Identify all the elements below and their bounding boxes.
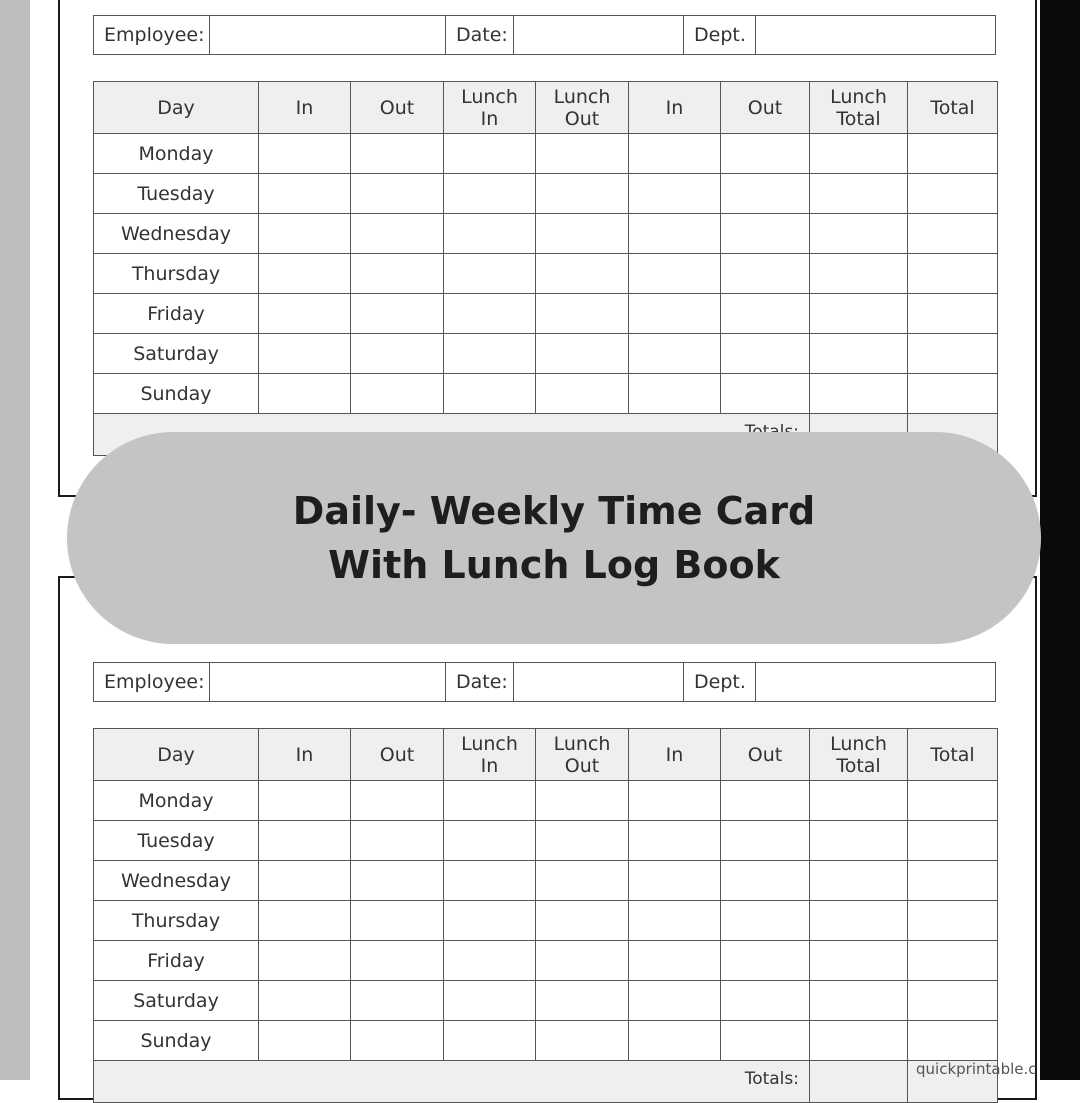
day-label: Monday [94, 134, 259, 174]
time-cell[interactable] [721, 334, 810, 374]
time-cell[interactable] [721, 374, 810, 414]
time-cell[interactable] [351, 214, 444, 254]
time-cell[interactable] [259, 134, 351, 174]
time-cell[interactable] [444, 214, 536, 254]
time-cell[interactable] [810, 294, 908, 334]
employee-info-row [93, 662, 996, 702]
time-cell[interactable] [721, 214, 810, 254]
time-cell[interactable] [259, 254, 351, 294]
time-cell[interactable] [629, 134, 721, 174]
header-in-2: In [629, 729, 721, 781]
time-cell[interactable] [810, 941, 908, 981]
time-cell[interactable] [536, 134, 629, 174]
time-cell[interactable] [259, 214, 351, 254]
time-cell[interactable] [721, 861, 810, 901]
time-cell[interactable] [721, 1021, 810, 1061]
time-cell[interactable] [259, 294, 351, 334]
dept-field[interactable] [756, 16, 995, 54]
time-cell[interactable] [444, 861, 536, 901]
time-cell[interactable] [908, 1021, 998, 1061]
time-cell[interactable] [536, 941, 629, 981]
time-cell[interactable] [629, 861, 721, 901]
day-label: Monday [94, 781, 259, 821]
dept-label: Dept. [684, 16, 756, 54]
header-total: Total [908, 729, 998, 781]
time-cell[interactable] [351, 781, 444, 821]
time-card-table [93, 728, 998, 1103]
day-label: Tuesday [94, 174, 259, 214]
left-border-strip [0, 0, 30, 1080]
time-cell[interactable] [908, 134, 998, 174]
header-lunch-total-line1: Lunch [830, 732, 887, 755]
date-field[interactable] [514, 663, 684, 701]
time-cell[interactable] [810, 1021, 908, 1061]
time-cell[interactable] [444, 134, 536, 174]
totals-label: Totals: [94, 1061, 810, 1103]
time-cell[interactable] [444, 821, 536, 861]
time-cell[interactable] [629, 254, 721, 294]
time-cell[interactable] [259, 334, 351, 374]
time-cell[interactable] [444, 941, 536, 981]
header-lunch-in [444, 729, 536, 781]
time-cell[interactable] [810, 374, 908, 414]
time-cell[interactable] [721, 941, 810, 981]
header-lunch-out [536, 729, 629, 781]
time-cell[interactable] [721, 134, 810, 174]
time-cell[interactable] [351, 1021, 444, 1061]
time-cell[interactable] [444, 1021, 536, 1061]
time-cell[interactable] [810, 334, 908, 374]
time-cell[interactable] [629, 294, 721, 334]
table-row [94, 374, 998, 414]
day-label: Wednesday [94, 214, 259, 254]
time-cell[interactable] [259, 901, 351, 941]
header-lunch-in-line1: Lunch [461, 85, 518, 108]
watermark-text: quickprintable.c [916, 1060, 1037, 1078]
time-cell[interactable] [444, 374, 536, 414]
table-row [94, 134, 998, 174]
time-cell[interactable] [810, 981, 908, 1021]
time-cell[interactable] [721, 981, 810, 1021]
time-cell[interactable] [721, 821, 810, 861]
time-cell[interactable] [536, 254, 629, 294]
title-banner [67, 432, 1041, 644]
employee-field[interactable] [210, 663, 446, 701]
time-cell[interactable] [629, 821, 721, 861]
time-cell[interactable] [259, 1021, 351, 1061]
header-lunch-in [444, 82, 536, 134]
time-cell[interactable] [351, 294, 444, 334]
header-in: In [259, 729, 351, 781]
time-cell[interactable] [351, 901, 444, 941]
employee-field[interactable] [210, 16, 446, 54]
time-cell[interactable] [629, 334, 721, 374]
time-cell[interactable] [259, 861, 351, 901]
time-cell[interactable] [351, 334, 444, 374]
time-cell[interactable] [810, 901, 908, 941]
dept-label: Dept. [684, 663, 756, 701]
table-row [94, 334, 998, 374]
totals-row [94, 1061, 998, 1103]
header-row [94, 729, 998, 781]
header-lunch-in-line2: In [480, 754, 499, 777]
date-label: Date: [446, 663, 514, 701]
time-cell[interactable] [259, 374, 351, 414]
time-card-table [93, 81, 998, 456]
time-cell[interactable] [536, 1021, 629, 1061]
header-in: In [259, 82, 351, 134]
time-cell[interactable] [908, 861, 998, 901]
time-cell[interactable] [444, 781, 536, 821]
time-cell[interactable] [721, 174, 810, 214]
time-cell[interactable] [536, 901, 629, 941]
header-out-2: Out [721, 82, 810, 134]
time-cell[interactable] [444, 334, 536, 374]
time-cell[interactable] [351, 941, 444, 981]
time-cell[interactable] [536, 294, 629, 334]
header-lunch-total [810, 729, 908, 781]
header-lunch-total-line2: Total [836, 107, 881, 130]
time-cell[interactable] [536, 174, 629, 214]
header-lunch-total [810, 82, 908, 134]
time-cell[interactable] [810, 254, 908, 294]
time-cell[interactable] [536, 374, 629, 414]
lunch-total-sum-cell[interactable] [810, 1061, 908, 1103]
time-cell[interactable] [721, 254, 810, 294]
time-cell[interactable] [444, 981, 536, 1021]
table-row [94, 214, 998, 254]
table-row [94, 981, 998, 1021]
header-lunch-in-line1: Lunch [461, 732, 518, 755]
time-cell[interactable] [629, 941, 721, 981]
time-cell[interactable] [351, 174, 444, 214]
day-label: Friday [94, 941, 259, 981]
time-cell[interactable] [629, 374, 721, 414]
day-label: Thursday [94, 254, 259, 294]
time-cell[interactable] [810, 214, 908, 254]
time-cell[interactable] [444, 294, 536, 334]
dept-field[interactable] [756, 663, 995, 701]
time-cell[interactable] [908, 254, 998, 294]
time-cell[interactable] [629, 174, 721, 214]
header-total: Total [908, 82, 998, 134]
header-lunch-out-line2: Out [564, 107, 600, 130]
header-row [94, 82, 998, 134]
time-cell[interactable] [259, 781, 351, 821]
time-cell[interactable] [908, 334, 998, 374]
time-cell[interactable] [351, 861, 444, 901]
time-cell[interactable] [908, 781, 998, 821]
header-out: Out [351, 729, 444, 781]
date-field[interactable] [514, 16, 684, 54]
table-row [94, 174, 998, 214]
header-day: Day [94, 82, 259, 134]
time-cell[interactable] [351, 134, 444, 174]
time-cell[interactable] [536, 214, 629, 254]
time-cell[interactable] [536, 334, 629, 374]
time-cell[interactable] [259, 821, 351, 861]
time-cell[interactable] [810, 861, 908, 901]
time-cell[interactable] [908, 941, 998, 981]
header-day: Day [94, 729, 259, 781]
header-lunch-total-line2: Total [836, 754, 881, 777]
time-cell[interactable] [259, 981, 351, 1021]
date-label: Date: [446, 16, 514, 54]
time-cell[interactable] [908, 901, 998, 941]
header-lunch-in-line2: In [480, 107, 499, 130]
time-cell[interactable] [629, 901, 721, 941]
header-in-2: In [629, 82, 721, 134]
day-label: Saturday [94, 334, 259, 374]
day-label: Friday [94, 294, 259, 334]
time-cell[interactable] [629, 981, 721, 1021]
time-cell[interactable] [536, 981, 629, 1021]
employee-info-row [93, 15, 996, 55]
day-label: Thursday [94, 901, 259, 941]
time-cell[interactable] [536, 821, 629, 861]
header-lunch-out-line2: Out [564, 754, 600, 777]
day-label: Wednesday [94, 861, 259, 901]
table-row [94, 901, 998, 941]
day-label: Saturday [94, 981, 259, 1021]
banner-title-line1: Daily- Weekly Time Card [292, 489, 816, 533]
header-lunch-out [536, 82, 629, 134]
day-label: Sunday [94, 1021, 259, 1061]
time-cell[interactable] [351, 374, 444, 414]
time-cell[interactable] [810, 781, 908, 821]
header-lunch-out-line1: Lunch [553, 85, 611, 108]
time-cell[interactable] [810, 134, 908, 174]
time-cell[interactable] [908, 174, 998, 214]
table-row [94, 1021, 998, 1061]
time-cell[interactable] [444, 174, 536, 214]
table-row [94, 861, 998, 901]
employee-label: Employee: [94, 16, 210, 54]
time-cell[interactable] [721, 781, 810, 821]
time-cell[interactable] [908, 821, 998, 861]
table-row [94, 821, 998, 861]
time-cell[interactable] [629, 1021, 721, 1061]
time-cell[interactable] [444, 254, 536, 294]
time-cell[interactable] [721, 294, 810, 334]
time-cell[interactable] [721, 901, 810, 941]
banner-title-line2: With Lunch Log Book [328, 543, 780, 587]
header-out: Out [351, 82, 444, 134]
header-out-2: Out [721, 729, 810, 781]
time-cell[interactable] [810, 174, 908, 214]
day-label: Sunday [94, 374, 259, 414]
time-cell[interactable] [351, 981, 444, 1021]
employee-label: Employee: [94, 663, 210, 701]
time-cell[interactable] [810, 821, 908, 861]
time-cell[interactable] [908, 981, 998, 1021]
time-cell[interactable] [444, 901, 536, 941]
header-lunch-out-line1: Lunch [553, 732, 611, 755]
time-cell[interactable] [629, 214, 721, 254]
time-cell[interactable] [629, 781, 721, 821]
time-cell[interactable] [908, 374, 998, 414]
day-label: Tuesday [94, 821, 259, 861]
table-row [94, 294, 998, 334]
right-border-strip [1040, 0, 1080, 1080]
header-lunch-total-line1: Lunch [830, 85, 887, 108]
time-cell[interactable] [351, 821, 444, 861]
table-row [94, 781, 998, 821]
time-cell[interactable] [536, 861, 629, 901]
time-cell[interactable] [536, 781, 629, 821]
table-row [94, 254, 998, 294]
time-cell[interactable] [259, 174, 351, 214]
time-cell[interactable] [908, 294, 998, 334]
time-cell[interactable] [908, 214, 998, 254]
table-row [94, 941, 998, 981]
time-cell[interactable] [351, 254, 444, 294]
time-cell[interactable] [259, 941, 351, 981]
